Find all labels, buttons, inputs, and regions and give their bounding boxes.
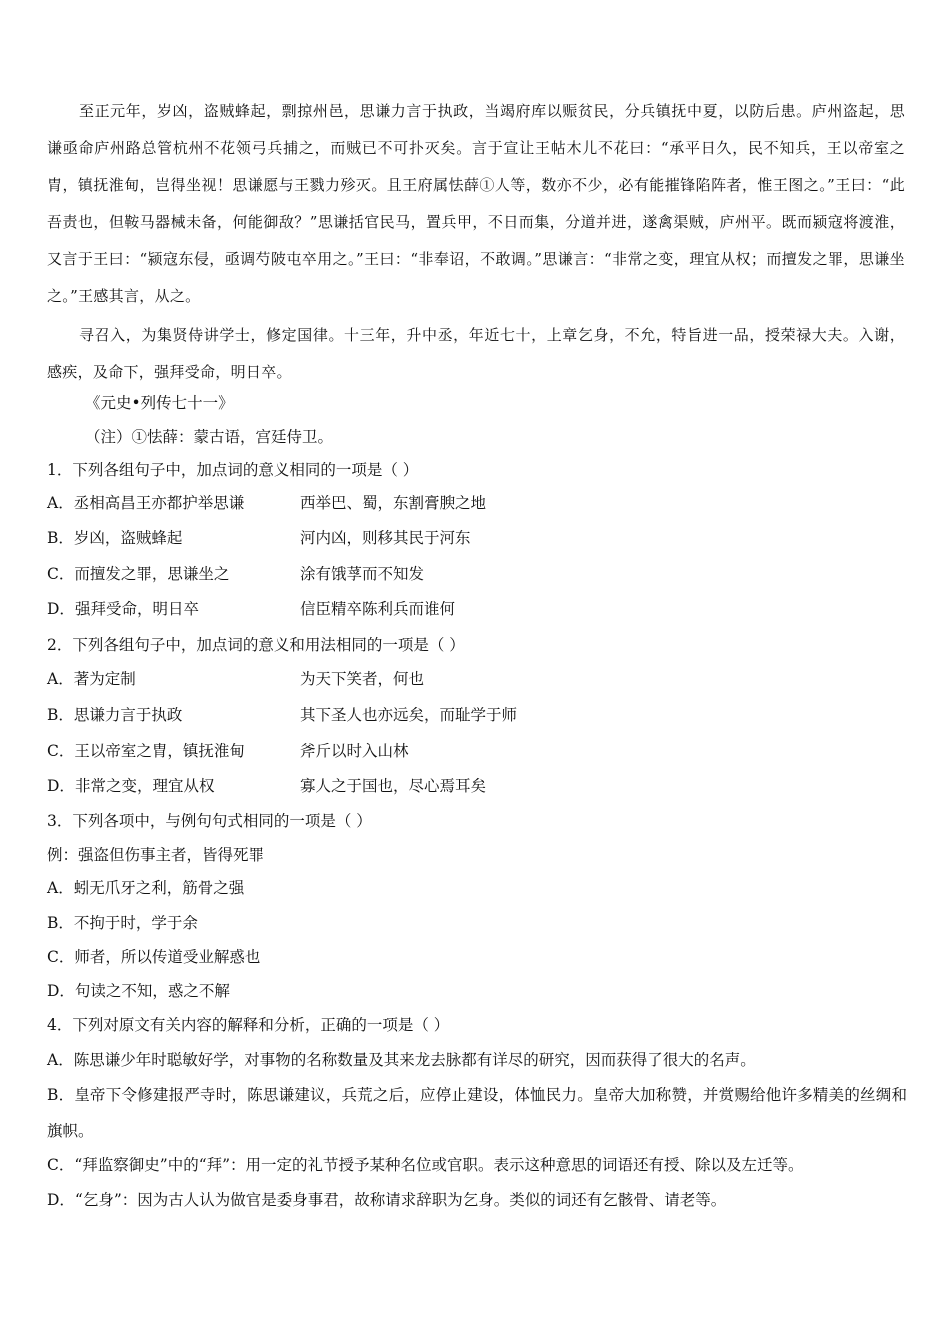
option-left: 非常之变，理宜从权 — [74, 777, 215, 795]
passage-note: （注）①怯薛：蒙古语，宫廷侍卫。 — [85, 428, 334, 446]
option-right: 斧斤以时入山林 — [300, 742, 409, 760]
passage-source: 《元史•列传七十一》 — [85, 394, 234, 412]
question-4-option-d: D．“乞身”：因为古人认为做官是委身事君，故称请求辞职为乞身。类似的词还有乞骸骨、请老等。 — [47, 1191, 727, 1209]
question-3-stem: 3．下列各项中，与例句句式相同的一项是（ ） — [47, 812, 372, 830]
option-right: 其下圣人也亦远矣，而耻学于师 — [300, 706, 518, 724]
option-left: 而擅发之罪，思谦坐之 — [74, 565, 230, 583]
option-left: 岁凶，盗贼蜂起 — [73, 529, 183, 547]
question-3-example: 例：强盗但伤事主者，皆得死罪 — [47, 846, 265, 864]
question-1-stem: 1．下列各组句子中，加点词的意义相同的一项是（ ） — [47, 461, 419, 479]
option-left: 思谦力言于执政 — [73, 706, 183, 724]
option-right: 信臣精卒陈利兵而谁何 — [300, 600, 456, 618]
question-2-option-c: C．王以帝室之胄，镇抚淮甸 斧斤以时入山林 — [47, 742, 409, 760]
option-right: 为天下笑者，何也 — [300, 670, 425, 688]
option-left: 强拜受命，明日卒 — [74, 600, 199, 618]
question-2-option-d: D．非常之变，理宜从权 寡人之于国也，尽心焉耳矣 — [47, 777, 487, 795]
question-3-option-d: D．句读之不知，惑之不解 — [47, 982, 230, 1000]
option-left: 王以帝室之胄，镇抚淮甸 — [74, 742, 245, 760]
option-left: 丞相高昌王亦都护举思谦 — [73, 494, 245, 512]
question-2-stem: 2．下列各组句子中，加点词的意义和用法相同的一项是（ ） — [47, 636, 465, 654]
question-4-option-b: B．皇帝下令修建报严寺时，陈思谦建议，兵荒之后，应停止建设，体恤民力。皇帝大加称赞，并赏赐给他许多精美的丝绸和旗帜。 — [47, 1086, 907, 1140]
option-right: 西举巴、蜀，东割膏腴之地 — [300, 494, 487, 512]
passage-paragraph-1: 至正元年，岁凶，盗贼蜂起，剽掠州邑，思谦力言于执政，当竭府库以赈贫民，分兵镇抚中夏，以防后患。庐州盗起，思谦亟命庐州路总管杭州不花领弓兵捕之，而贼已不可扑灭矣。言于宣让王帖木儿不花曰：“承平日久，民不知兵，王以帝室之胄，镇抚淮甸，岂得坐视！思谦愿与王戮力殄灭。且王府属怯薛①人等，数亦不少，必有能摧锋陷阵者，惟王图之。”王曰：“此吾责也，但鞍马器械未备，何能御敌？”思谦括官民马，置兵甲，不日而集，分道并进，遂禽渠贼，庐州平。既而颍寇将渡淮，又言于王曰：“颍寇东侵，亟调芍陂屯卒用之。”王曰：“非奉诏，不敢调。”思谦言：“非常之变，理宜从权；而擅发之罪，思谦坐之。”王感其言，从之。 — [47, 102, 905, 305]
question-3-option-a: A．蚓无爪牙之利，筋骨之强 — [47, 879, 245, 897]
question-1-option-c: C．而擅发之罪，思谦坐之 涂有饿莩而不知发 — [47, 565, 425, 583]
question-2-option-a: A．著为定制 为天下笑者，何也 — [47, 670, 425, 688]
question-1-option-a: A．丞相高昌王亦都护举思谦 西举巴、蜀，东割膏腴之地 — [47, 494, 487, 512]
question-3-option-c: C．师者，所以传道受业解惑也 — [47, 948, 261, 966]
option-left: 著为定制 — [73, 670, 136, 688]
question-4-option-a: A．陈思谦少年时聪敏好学，对事物的名称数量及其来龙去脉都有详尽的研究，因而获得了很大的名声。 — [47, 1051, 756, 1069]
question-2-option-b: B．思谦力言于执政 其下圣人也亦远矣，而耻学于师 — [47, 706, 518, 724]
option-right: 涂有饿莩而不知发 — [300, 565, 425, 583]
question-1-option-b: B．岁凶，盗贼蜂起 河内凶，则移其民于河东 — [47, 529, 471, 547]
passage-paragraph-2: 寻召入，为集贤侍讲学士，修定国律。十三年，升中丞，年近七十，上章乞身，不允，特旨进一品，授荣禄大夫。入谢，感疾，及命下，强拜受命，明日卒。 — [47, 326, 905, 381]
question-3-option-b: B．不拘于时，学于余 — [47, 914, 198, 932]
question-1-option-d: D．强拜受命，明日卒 信臣精卒陈利兵而谁何 — [47, 600, 456, 618]
question-4-option-c: C．“拜监察御史”中的“拜”：用一定的礼节授予某种名位或官职。表示这种意思的词语还有授、除以及左迁等。 — [47, 1156, 804, 1174]
question-4-stem: 4．下列对原文有关内容的解释和分析，正确的一项是（ ） — [47, 1016, 450, 1034]
option-right: 寡人之于国也，尽心焉耳矣 — [300, 777, 487, 795]
option-right: 河内凶，则移其民于河东 — [300, 529, 471, 547]
